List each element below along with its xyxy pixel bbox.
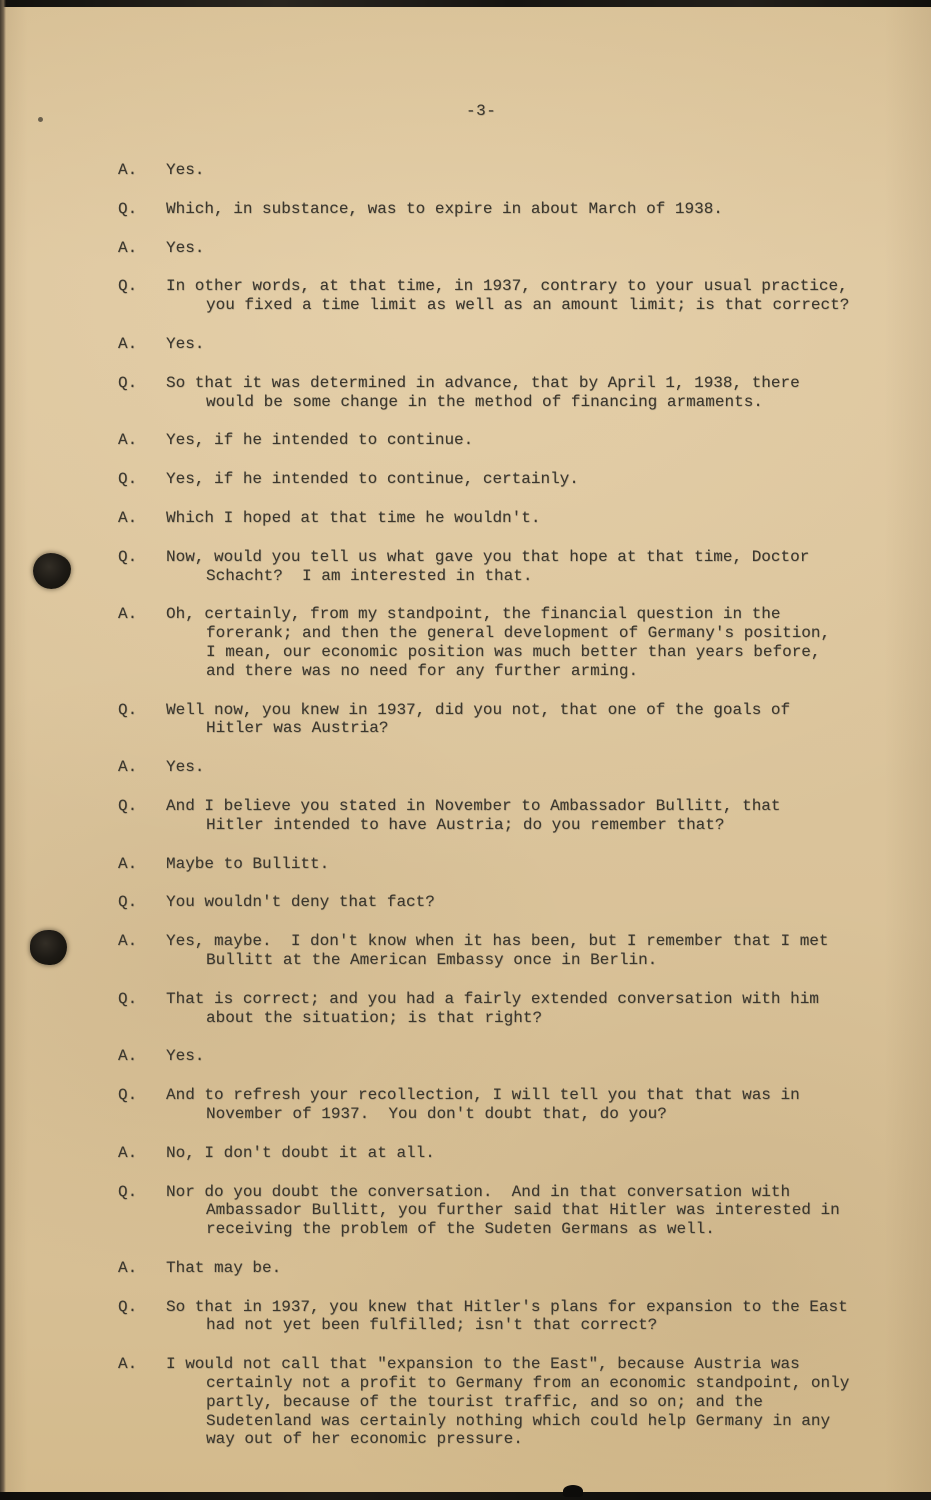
transcript-line: Hitler intended to have Austria; do you remember that?: [206, 815, 725, 834]
entry-text: [166, 1086, 891, 1124]
qa-entry: [118, 990, 891, 1028]
qa-entry: [118, 470, 891, 489]
transcript-line: Which I hoped at that time he wouldn't.: [166, 508, 541, 527]
transcript-line: Maybe to Bullitt.: [166, 854, 330, 873]
entry-text: [166, 1144, 891, 1163]
entry-text: [166, 990, 891, 1028]
entry-text: [166, 855, 891, 874]
speaker-label: A.: [118, 161, 138, 179]
transcript-line: Yes, if he intended to continue, certainly.: [166, 470, 579, 489]
page-number: -3-: [466, 102, 497, 120]
scan-edge-blob: [563, 1485, 583, 1497]
entry-text: [166, 1298, 891, 1336]
transcript-line: Yes.: [166, 334, 205, 353]
speaker-label: A.: [118, 758, 138, 777]
entry-text: [166, 335, 891, 354]
speaker-label: A.: [118, 1355, 138, 1374]
transcript-line: you fixed a time limit as well as an amount limit; is that correct?: [206, 296, 850, 315]
entry-text: [166, 797, 891, 835]
qa-entry: [118, 509, 891, 528]
transcript-line: I would not call that "expansion to the East", because Austria was: [166, 1355, 800, 1374]
qa-entry: [118, 548, 891, 586]
speaker-label: Q.: [118, 989, 138, 1008]
transcript-line: Ambassador Bullitt, you further said that Hitler was interested in: [206, 1201, 840, 1220]
qa-entry: [118, 1183, 891, 1239]
transcript-line: That may be.: [166, 1258, 282, 1277]
qa-entry: [118, 431, 891, 450]
transcript-line: And I believe you stated in November to Ambassador Bullitt, that: [166, 796, 781, 815]
qa-entry: [118, 1259, 891, 1278]
transcript-line: In other words, at that time, in 1937, contrary to your usual practice,: [166, 277, 848, 296]
transcript-line: Yes.: [166, 161, 205, 179]
speaker-label: Q.: [118, 470, 138, 489]
transcript-line: No, I don't doubt it at all.: [166, 1143, 435, 1162]
speaker-label: A.: [118, 1258, 138, 1277]
transcript-line: Yes, maybe. I don't know when it has been, but I remember that I met: [166, 932, 829, 951]
transcript-line: Nor do you doubt the conversation. And in that conversation with: [166, 1182, 791, 1201]
speaker-label: A.: [118, 508, 138, 527]
qa-entry: [118, 200, 891, 219]
qa-entry: [118, 758, 891, 777]
transcript-line: Yes.: [166, 238, 205, 257]
scan-edge-bottom: [0, 1492, 931, 1500]
transcript-line: Yes, if he intended to continue.: [166, 431, 474, 450]
transcript-line: November of 1937. You don't doubt that, do you?: [206, 1104, 667, 1123]
entry-text: [166, 1259, 891, 1278]
transcript-line: Bullitt at the American Embassy once in Berlin.: [206, 950, 658, 969]
qa-entry: [118, 161, 891, 180]
transcript-line: Sudetenland was certainly nothing which could help Germany in any: [206, 1411, 831, 1430]
transcript-line: forerank; and then the general development of Germany's position,: [206, 624, 831, 643]
qa-entry: [118, 1047, 891, 1066]
speaker-label: A.: [118, 605, 138, 624]
qa-entry: [118, 1144, 891, 1163]
speaker-label: Q.: [118, 796, 138, 815]
scan-edge-left: [0, 0, 6, 1500]
transcript-line: would be some change in the method of financing armaments.: [206, 392, 763, 411]
speaker-label: A.: [118, 854, 138, 873]
qa-entry: [118, 701, 891, 739]
transcript-line: had not yet been fulfilled; isn't that correct?: [206, 1316, 658, 1335]
qa-entry: [118, 239, 891, 258]
entry-text: [166, 605, 891, 680]
entry-text: [166, 431, 891, 450]
speaker-label: A.: [118, 238, 138, 257]
speaker-label: Q.: [118, 893, 138, 912]
transcript-line: Yes.: [166, 758, 205, 777]
speaker-label: Q.: [118, 1182, 138, 1201]
transcript-body: [118, 161, 891, 1469]
entry-text: [166, 893, 891, 912]
transcript-line: receiving the problem of the Sudeten Germans as well.: [206, 1220, 715, 1239]
punch-hole-icon: [33, 553, 71, 589]
transcript-line: So that in 1937, you knew that Hitler's plans for expansion to the East: [166, 1297, 848, 1316]
speaker-label: Q.: [118, 700, 138, 719]
transcript-line: Which, in substance, was to expire in about March of 1938.: [166, 199, 723, 218]
speaker-label: Q.: [118, 1297, 138, 1316]
punch-hole-icon: [30, 930, 67, 965]
transcript-line: partly, because of the tourist traffic, and so on; and the: [206, 1392, 763, 1411]
qa-entry: [118, 374, 891, 412]
speaker-label: Q.: [118, 277, 138, 296]
qa-entry: [118, 1086, 891, 1124]
entry-text: [166, 161, 891, 180]
speaker-label: Q.: [118, 1086, 138, 1105]
entry-text: [166, 548, 891, 586]
scan-edge-top: [0, 0, 931, 7]
entry-text: [166, 239, 891, 258]
transcript-line: I mean, our economic position was much better than years before,: [206, 642, 821, 661]
speaker-label: A.: [118, 1047, 138, 1066]
transcript-line: Well now, you knew in 1937, did you not, that one of the goals of: [166, 700, 791, 719]
entry-text: [166, 1047, 891, 1066]
entry-text: [166, 200, 891, 219]
transcript-line: about the situation; is that right?: [206, 1008, 543, 1027]
entry-text: [166, 277, 891, 315]
transcript-line: Oh, certainly, from my standpoint, the financial question in the: [166, 605, 781, 624]
entry-text: [166, 758, 891, 777]
qa-entry: [118, 797, 891, 835]
speaker-label: Q.: [118, 199, 138, 218]
speaker-label: A.: [118, 1143, 138, 1162]
speaker-label: A.: [118, 932, 138, 951]
transcript-line: You wouldn't deny that fact?: [166, 893, 435, 912]
speaker-label: A.: [118, 431, 138, 450]
entry-text: [166, 509, 891, 528]
transcript-line: So that it was determined in advance, that by April 1, 1938, there: [166, 373, 800, 392]
transcript-line: way out of her economic pressure.: [206, 1430, 523, 1449]
speaker-label: Q.: [118, 547, 138, 566]
transcript-line: and there was no need for any further arming.: [206, 661, 639, 680]
transcript-line: And to refresh your recollection, I will tell you that that was in: [166, 1086, 800, 1105]
transcript-line: That is correct; and you had a fairly extended conversation with him: [166, 989, 819, 1008]
qa-entry: [118, 855, 891, 874]
qa-entry: [118, 1355, 891, 1449]
speaker-label: A.: [118, 334, 138, 353]
transcript-line: Now, would you tell us what gave you that hope at that time, Doctor: [166, 547, 810, 566]
qa-entry: [118, 1298, 891, 1336]
transcript-line: Schacht? I am interested in that.: [206, 566, 533, 585]
qa-entry: [118, 605, 891, 680]
qa-entry: [118, 335, 891, 354]
transcript-line: Hitler was Austria?: [206, 719, 389, 738]
qa-entry: [118, 893, 891, 912]
entry-text: [166, 701, 891, 739]
speaker-label: Q.: [118, 373, 138, 392]
entry-text: [166, 374, 891, 412]
qa-entry: [118, 932, 891, 970]
ink-speck: [38, 117, 43, 122]
transcript-line: certainly not a profit to Germany from an economic standpoint, only: [206, 1374, 850, 1393]
entry-text: [166, 470, 891, 489]
entry-text: [166, 932, 891, 970]
entry-text: [166, 1355, 891, 1449]
entry-text: [166, 1183, 891, 1239]
transcript-line: Yes.: [166, 1047, 205, 1066]
qa-entry: [118, 277, 891, 315]
